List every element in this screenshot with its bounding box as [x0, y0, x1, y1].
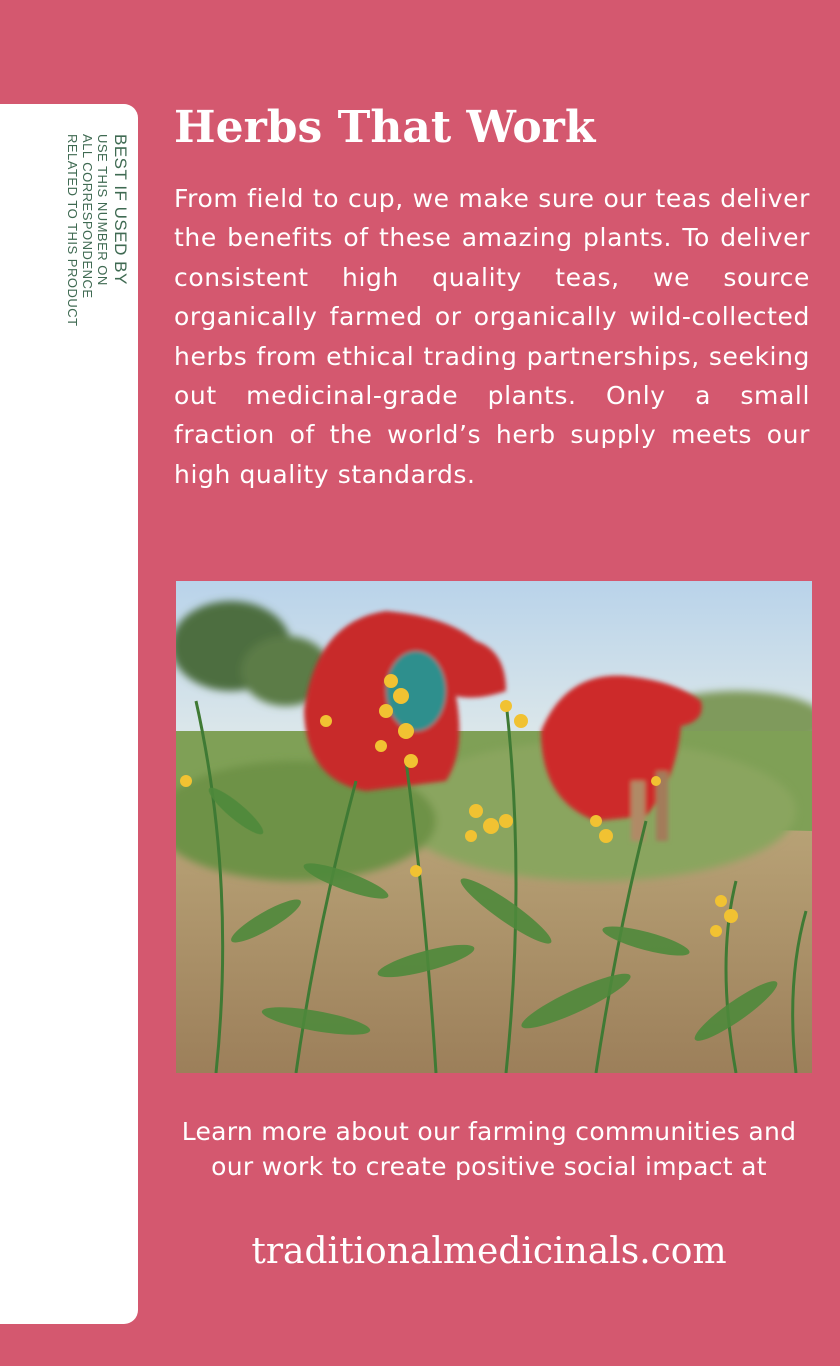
- section-body: From field to cup, we make sure our teas deliver the benefits of these amazing plants. To deliver consistent high quality teas, we source organically farmed or organically wild-collected herbs from ethical trading partnerships, seeking out medicinal-grade plants. Only a small fraction of the world’s herb supply meets our high quality standards.: [174, 184, 810, 489]
- correspondence-line-2: ALL CORRESPONDENCE: [80, 134, 95, 299]
- field-photo: [176, 581, 812, 1073]
- best-if-used-by-label: BEST IF USED BY: [111, 134, 130, 285]
- learn-more-text: Learn more about our farming communities and our work to create positive social impact at: [181, 1117, 797, 1181]
- correspondence-line-3: RELATED TO THIS PRODUCT: [65, 134, 80, 327]
- correspondence-line-1: USE THIS NUMBER ON: [95, 134, 110, 286]
- website-url: traditionalmedicinals.com: [251, 1231, 727, 1272]
- section-title: Herbs That Work: [174, 102, 596, 153]
- side-label-text: [40, 134, 130, 404]
- side-label-rotated: [65, 134, 130, 327]
